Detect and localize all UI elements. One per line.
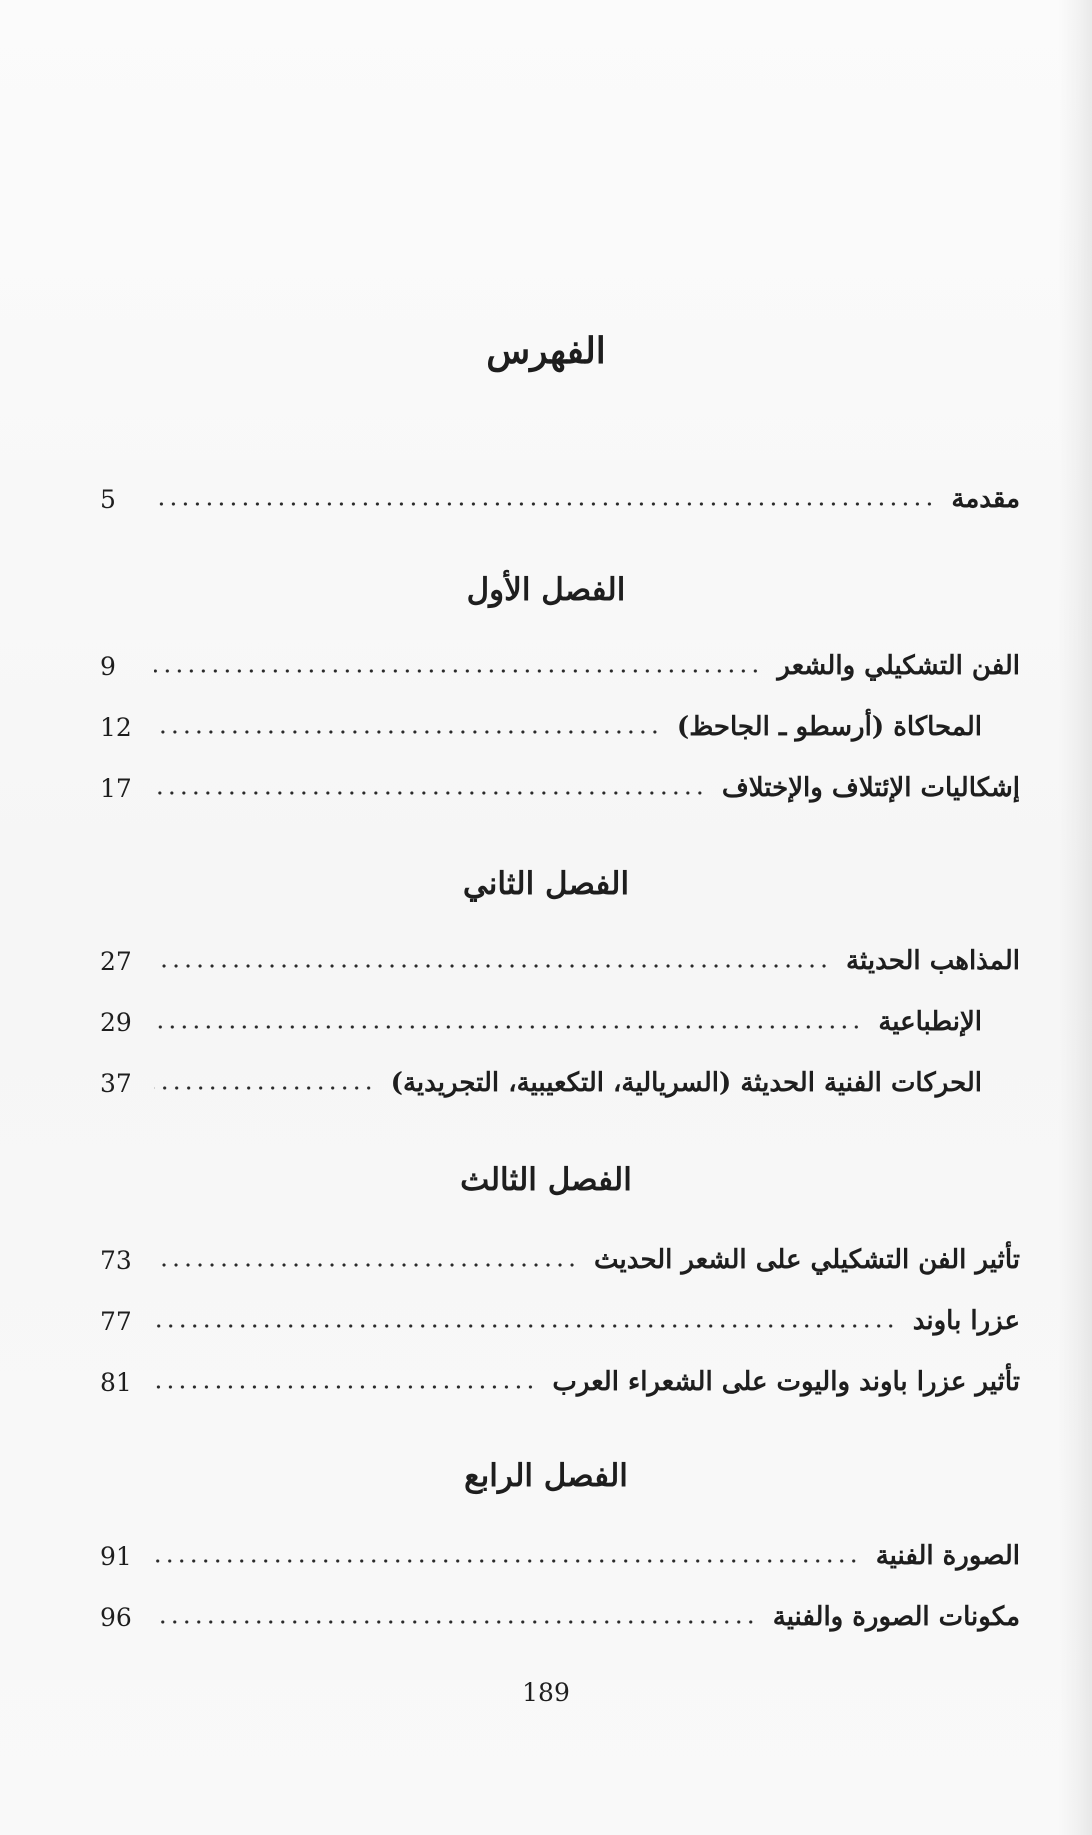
toc-entry [100, 1533, 1020, 1579]
toc-entry [100, 1060, 982, 1106]
toc-entry-label: مقدمة [951, 484, 1020, 514]
chapter-heading: الفصل الثاني [462, 866, 630, 902]
toc-entry-page: 9 [100, 651, 116, 681]
toc-entry-page: 91 [100, 1541, 132, 1571]
toc-entry [100, 1298, 1020, 1344]
toc-entry-label: المحاكاة (أرسطو ـ الجاحظ) [676, 712, 982, 742]
dot-leader [154, 964, 830, 968]
toc-entry-page: 73 [100, 1245, 132, 1275]
dot-leader [154, 1324, 897, 1328]
toc-entry-page: 12 [100, 712, 132, 742]
page-title: الفهرس [486, 330, 606, 372]
toc-entry-page: 17 [100, 773, 132, 803]
toc-entry-label: الحركات الفنية الحديثة (السريالية، التكعيبية، التجريدية) [390, 1068, 982, 1098]
toc-entry [100, 1594, 1020, 1640]
toc-entry-page: 81 [100, 1367, 132, 1397]
dot-leader [154, 1620, 757, 1624]
toc-entry-page: 96 [100, 1602, 132, 1632]
toc-entry-page: 37 [100, 1068, 132, 1098]
toc-entry [100, 999, 982, 1045]
toc-entry-label: عزرا باوند [912, 1306, 1020, 1336]
chapter-heading: الفصل الثالث [460, 1162, 632, 1198]
toc-entry-label: الإنطباعية [878, 1007, 982, 1037]
dot-leader [154, 791, 706, 795]
dot-leader [154, 1086, 375, 1090]
dot-leader [154, 1559, 860, 1563]
dot-leader [154, 1025, 862, 1029]
toc-entry [100, 765, 1020, 811]
page-gutter-shadow [1058, 0, 1092, 1835]
page-number: 189 [522, 1678, 570, 1707]
toc-entry [100, 704, 982, 750]
toc-entry-label: الصورة الفنية [875, 1541, 1020, 1571]
toc-entry-page: 5 [100, 484, 116, 514]
toc-entry-label: الفن التشكيلي والشعر [777, 651, 1020, 681]
toc-entry-label: المذاهب الحديثة [846, 946, 1020, 976]
toc-entry-page: 27 [100, 946, 132, 976]
toc-entry-label: تأثير الفن التشكيلي على الشعر الحديث [594, 1245, 1020, 1275]
chapter-heading: الفصل الرابع [464, 1458, 628, 1494]
toc-entry-intro [100, 476, 1020, 522]
toc-entry [100, 938, 1020, 984]
toc-entry-page: 77 [100, 1306, 132, 1336]
toc-entry [100, 643, 1020, 689]
toc-entry [100, 1359, 1020, 1405]
toc-entry-page: 29 [100, 1007, 132, 1037]
toc-entry-label: مكونات الصورة والفنية [772, 1602, 1020, 1632]
dot-leader [154, 669, 761, 673]
dot-leader [154, 1263, 578, 1267]
dot-leader [154, 730, 661, 734]
toc-entry-label: تأثير عزرا باوند واليوت على الشعراء العرب [552, 1367, 1020, 1397]
toc-entry [100, 1237, 1020, 1283]
chapter-heading: الفصل الأول [466, 572, 626, 608]
dot-leader [154, 1385, 536, 1389]
toc-entry-label: إشكاليات الإئتلاف والإختلاف [721, 773, 1020, 803]
dot-leader [154, 502, 935, 506]
